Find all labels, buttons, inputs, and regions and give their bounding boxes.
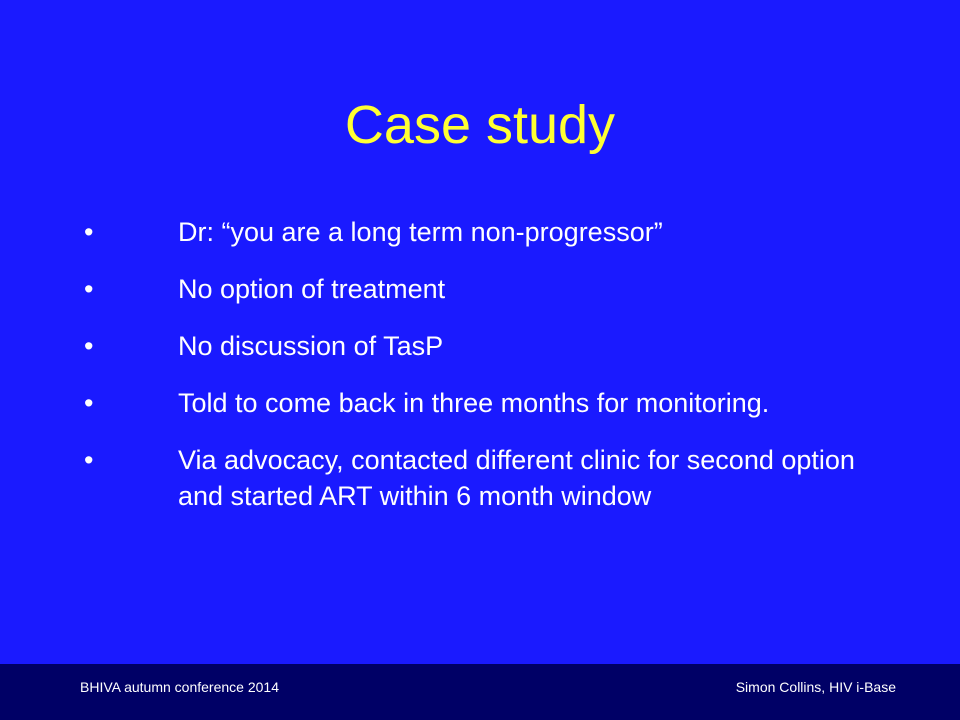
- footer-author-label: Simon Collins, HIV i-Base: [735, 679, 896, 695]
- bullet-marker: •: [84, 388, 94, 418]
- bullet-item: [84, 271, 904, 307]
- footer-conference-label: BHIVA autumn conference 2014: [80, 679, 279, 695]
- bullet-item: [84, 214, 904, 250]
- slide-title: Case study: [344, 95, 616, 155]
- bullet-text: No option of treatment: [178, 274, 446, 304]
- bullet-marker: •: [84, 274, 94, 304]
- bullet-marker: •: [84, 445, 94, 475]
- bullet-marker: •: [84, 331, 94, 361]
- bullet-item: [84, 385, 904, 421]
- bullet-item: [84, 442, 904, 514]
- bullet-marker: •: [84, 217, 94, 247]
- bullet-text: Dr: “you are a long term non-progressor”: [178, 217, 663, 247]
- bullet-text: Told to come back in three months for monitoring.: [178, 388, 770, 418]
- footer-bar: [0, 664, 960, 720]
- bullet-text: No discussion of TasP: [178, 331, 444, 361]
- bullet-text: Via advocacy, contacted different clinic for second option and started ART within 6 month window: [178, 445, 855, 511]
- bullet-list: [84, 214, 904, 535]
- bullet-item: [84, 328, 904, 364]
